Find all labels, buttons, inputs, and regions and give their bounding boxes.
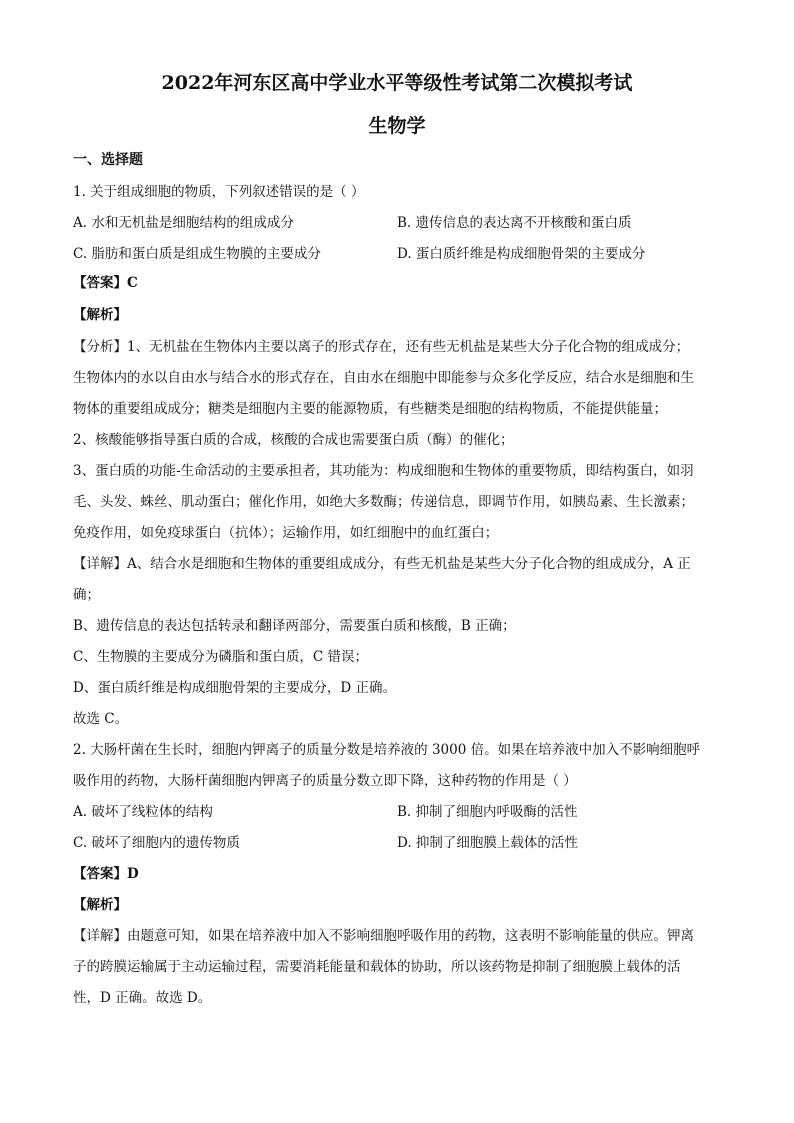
q1-analysis-line: 毛、头发、蛛丝、肌动蛋白；催化作用，如绝大多数酶；传递信息，即调节作用，如胰岛素、生长激素； — [73, 494, 694, 510]
q2-detail-line: 性，D 正确。故选 D。 — [73, 990, 212, 1006]
q1-detail-line: D、蛋白质纤维是构成细胞骨架的主要成分，D 正确。 — [73, 680, 396, 696]
q1-analysis-line: 物体的重要组成成分；糖类是细胞内主要的能源物质，有些糖类是细胞的结构物质，不能提供能量； — [73, 401, 667, 417]
q2-option-d: D. 抑制了细胞膜上载体的活性 — [397, 835, 578, 851]
q2-answer: 【答案】D — [73, 866, 139, 882]
q1-analysis-line: 2、核酸能够指导蛋白质的合成，核酸的合成也需要蛋白质（酶）的催化； — [73, 432, 514, 448]
q2-option-c: C. 破坏了细胞内的遗传物质 — [73, 835, 240, 851]
q1-analysis-heading: 【解析】 — [73, 307, 127, 323]
q1-answer: 【答案】C — [73, 275, 138, 291]
section-heading: 一、选择题 — [73, 152, 143, 168]
exam-title: 2022年河东区高中学业水平等级性考试第二次模拟考试 — [161, 72, 633, 94]
q1-analysis-line: 【分析】1、无机盐在生物体内主要以离子的形式存在，还有些无机盐是某些大分子化合物的组成成分； — [73, 339, 690, 355]
q1-option-d: D. 蛋白质纤维是构成细胞骨架的主要成分 — [397, 246, 646, 262]
q1-option-a: A. 水和无机盐是细胞结构的组成成分 — [73, 215, 294, 231]
q2-stem-line-2: 吸作用的药物，大肠杆菌细胞内钾离子的质量分数立即下降，这种药物的作用是（ ） — [73, 773, 577, 789]
q1-detail-line: 确； — [73, 587, 100, 603]
q2-option-a: A. 破坏了线粒体的结构 — [73, 804, 213, 820]
q1-option-c: C. 脂肪和蛋白质是组成生物膜的主要成分 — [73, 246, 321, 262]
q2-option-b: B. 抑制了细胞内呼吸酶的活性 — [397, 804, 578, 820]
q1-analysis-line: 免疫作用，如免疫球蛋白（抗体）；运输作用，如红细胞中的血红蛋白； — [73, 525, 499, 541]
q1-conclusion: 故选 C。 — [73, 711, 129, 727]
q2-analysis-heading: 【解析】 — [73, 897, 127, 913]
q1-analysis-line: 3、蛋白质的功能-生命活动的主要承担者，其功能为：构成细胞和生物体的重要物质，即结构蛋白，如羽 — [73, 463, 694, 479]
q1-detail-line: B、遗传信息的表达包括转录和翻译两部分，需要蛋白质和核酸，B 正确； — [73, 618, 516, 634]
q1-detail-line: 【详解】A、结合水是细胞和生物体的重要组成成分，有些无机盐是某些大分子化合物的组成成分，A 正 — [73, 556, 691, 572]
q1-stem: 1. 关于组成细胞的物质，下列叙述错误的是（ ） — [73, 184, 365, 200]
q1-analysis-line: 生物体内的水以自由水与结合水的形式存在，自由水在细胞中即能参与众多化学反应，结合水是细胞和生 — [73, 370, 694, 386]
subject-title: 生物学 — [368, 115, 426, 137]
q2-detail-line: 【详解】由题意可知，如果在培养液中加入不影响细胞呼吸作用的药物，这表明不影响能量的供应。钾离 — [73, 928, 694, 944]
q2-detail-line: 子的跨膜运输属于主动运输过程，需要消耗能量和载体的协助，所以该药物是抑制了细胞膜上载体的活 — [73, 959, 681, 975]
q1-option-b: B. 遗传信息的表达离不开核酸和蛋白质 — [397, 215, 632, 231]
q2-stem-line-1: 2. 大肠杆菌在生长时，细胞内钾离子的质量分数是培养液的 3000 倍。如果在培养液中加入不影响细胞呼 — [73, 742, 701, 758]
q1-detail-line: C、生物膜的主要成分为磷脂和蛋白质，C 错误； — [73, 649, 368, 665]
